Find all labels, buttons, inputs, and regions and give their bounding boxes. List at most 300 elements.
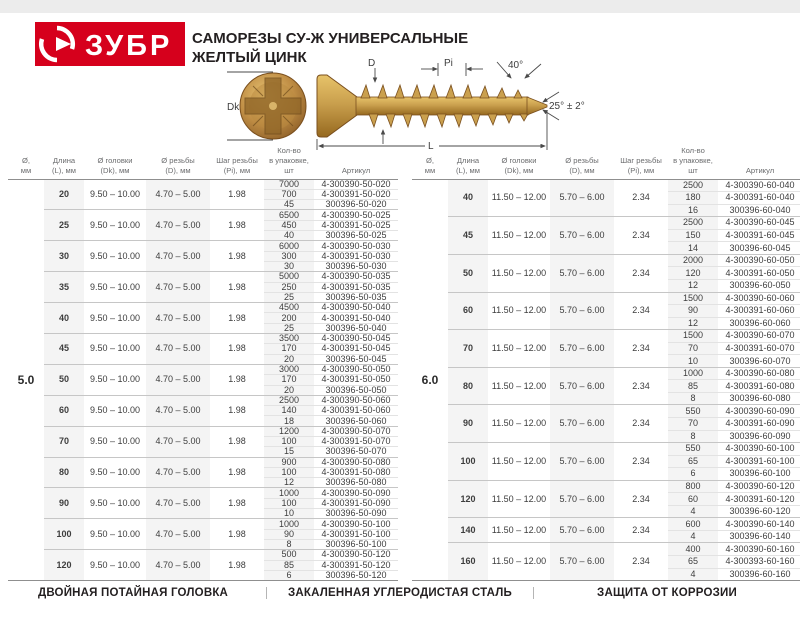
pack-qty-cell: 10 (264, 509, 314, 519)
pack-qty-cell: 12 (264, 478, 314, 488)
table-header-row (8, 146, 398, 179)
thread-diameter-cell: 5.70 – 6.00 (550, 543, 614, 581)
pack-qty-cell: 1000 (668, 367, 718, 380)
pack-qty-cell: 500 (264, 550, 314, 560)
thread-diameter-cell: 5.70 – 6.00 (550, 254, 614, 292)
pack-qty-cell: 60 (668, 493, 718, 506)
length-cell: 20 (44, 179, 84, 210)
brand-logo (35, 22, 185, 66)
head-diameter-cell: 11.50 – 12.00 (488, 292, 550, 330)
column-header: Кол-во в упаковке, шт (264, 146, 314, 179)
article-cell: 300396-50-040 (314, 323, 398, 333)
pack-qty-cell: 20 (264, 385, 314, 395)
article-cell: 4-300390-50-020 (314, 179, 398, 189)
table-row (412, 405, 800, 418)
article-cell: 4-300391-50-120 (314, 560, 398, 570)
article-cell: 4-300390-60-100 (718, 443, 800, 456)
article-cell: 300396-50-080 (314, 478, 398, 488)
pack-qty-cell: 7000 (264, 179, 314, 189)
thread-pitch-cell: 1.98 (210, 426, 264, 457)
head-diameter-cell: 9.50 – 10.00 (84, 395, 146, 426)
pack-qty-cell: 450 (264, 220, 314, 230)
thread-pitch-cell: 1.98 (210, 334, 264, 365)
thread-pitch-cell: 1.98 (210, 519, 264, 550)
pack-qty-cell: 8 (264, 539, 314, 549)
pack-qty-cell: 200 (264, 313, 314, 323)
article-cell: 4-300390-60-090 (718, 405, 800, 418)
article-cell: 300396-60-040 (718, 204, 800, 217)
pack-qty-cell: 70 (668, 342, 718, 355)
pack-qty-cell: 100 (264, 437, 314, 447)
pack-qty-cell: 25 (264, 323, 314, 333)
thread-pitch-cell: 2.34 (614, 543, 668, 581)
pack-qty-cell: 4 (668, 530, 718, 543)
pack-qty-cell: 8 (668, 430, 718, 443)
head-diameter-cell: 11.50 – 12.00 (488, 367, 550, 405)
article-cell: 4-300391-50-045 (314, 344, 398, 354)
head-diameter-cell: 9.50 – 10.00 (84, 241, 146, 272)
thread-diameter-cell: 4.70 – 5.00 (146, 303, 210, 334)
article-cell: 4-300391-60-040 (718, 192, 800, 205)
head-diameter-cell: 11.50 – 12.00 (488, 543, 550, 581)
spec-table-6mm (412, 146, 800, 581)
article-cell: 4-300390-60-040 (718, 179, 800, 192)
pack-qty-cell: 85 (668, 380, 718, 393)
pack-qty-cell: 6000 (264, 241, 314, 251)
article-cell: 300396-60-070 (718, 355, 800, 368)
thread-diameter-cell: 4.70 – 5.00 (146, 210, 210, 241)
pack-qty-cell: 2500 (668, 179, 718, 192)
d-dimension-label: D (368, 58, 376, 69)
thread-diameter-cell: 5.70 – 6.00 (550, 480, 614, 518)
pack-qty-cell: 800 (668, 480, 718, 493)
article-cell: 4-300391-50-100 (314, 529, 398, 539)
pack-qty-cell: 30 (264, 261, 314, 271)
column-header: Ø головки (Dk), мм (488, 146, 550, 179)
head-diameter-cell: 11.50 – 12.00 (488, 443, 550, 481)
pack-qty-cell: 1500 (668, 330, 718, 343)
thread-pitch-cell: 2.34 (614, 330, 668, 368)
pack-qty-cell: 550 (668, 443, 718, 456)
thread-diameter-cell: 5.70 – 6.00 (550, 217, 614, 255)
angle40-label: 40° (508, 60, 524, 71)
article-cell: 300396-60-100 (718, 468, 800, 481)
pack-qty-cell: 250 (264, 282, 314, 292)
article-cell: 4-300390-50-060 (314, 395, 398, 405)
thread-diameter-cell: 4.70 – 5.00 (146, 241, 210, 272)
head-diameter-cell: 9.50 – 10.00 (84, 519, 146, 550)
head-diameter-cell: 9.50 – 10.00 (84, 550, 146, 581)
head-diameter-cell: 11.50 – 12.00 (488, 518, 550, 543)
head-diameter-cell: 11.50 – 12.00 (488, 480, 550, 518)
page-title-line1: САМОРЕЗЫ СУ-Ж УНИВЕРСАЛЬНЫЕ (192, 30, 469, 47)
head-diameter-cell: 11.50 – 12.00 (488, 405, 550, 443)
thread-pitch-cell: 1.98 (210, 395, 264, 426)
table-row (8, 488, 398, 498)
pack-qty-cell: 8 (668, 392, 718, 405)
article-cell: 4-300390-50-025 (314, 210, 398, 220)
head-diameter-cell: 9.50 – 10.00 (84, 272, 146, 303)
length-cell: 60 (44, 395, 84, 426)
length-cell: 80 (448, 367, 488, 405)
thread-pitch-cell: 1.98 (210, 364, 264, 395)
pack-qty-cell: 170 (264, 344, 314, 354)
pack-qty-cell: 40 (264, 231, 314, 241)
thread-pitch-cell: 1.98 (210, 272, 264, 303)
pack-qty-cell: 12 (668, 317, 718, 330)
article-cell: 4-300390-60-050 (718, 254, 800, 267)
pack-qty-cell: 5000 (264, 272, 314, 282)
article-cell: 300396-50-030 (314, 261, 398, 271)
article-cell: 4-300390-60-120 (718, 480, 800, 493)
head-diameter-cell: 9.50 – 10.00 (84, 488, 146, 519)
screw-side-view (317, 58, 585, 152)
pack-qty-cell: 4 (668, 505, 718, 518)
thread-pitch-cell: 2.34 (614, 480, 668, 518)
diameter-value: 6.0 (412, 179, 448, 581)
length-cell: 50 (44, 364, 84, 395)
pack-qty-cell: 180 (668, 192, 718, 205)
column-header: Ø головки (Dk), мм (84, 146, 146, 179)
pack-qty-cell: 90 (668, 305, 718, 318)
pack-qty-cell: 14 (668, 242, 718, 255)
pack-qty-cell: 65 (668, 555, 718, 568)
article-cell: 4-300391-60-045 (718, 229, 800, 242)
thread-pitch-cell: 2.34 (614, 217, 668, 255)
length-cell: 120 (448, 480, 488, 518)
article-cell: 300396-50-025 (314, 231, 398, 241)
pack-qty-cell: 300 (264, 251, 314, 261)
table-row (8, 272, 398, 282)
pack-qty-cell: 4 (668, 568, 718, 581)
thread-pitch-cell: 1.98 (210, 303, 264, 334)
thread-diameter-cell: 4.70 – 5.00 (146, 395, 210, 426)
article-cell: 4-300390-50-050 (314, 364, 398, 374)
thread-diameter-cell: 4.70 – 5.00 (146, 426, 210, 457)
pack-qty-cell: 18 (264, 416, 314, 426)
column-header: Артикул (718, 146, 800, 179)
pack-qty-cell: 10 (668, 355, 718, 368)
pack-qty-cell: 16 (668, 204, 718, 217)
pack-qty-cell: 6 (264, 570, 314, 580)
article-cell: 300396-50-050 (314, 385, 398, 395)
article-cell: 4-300390-60-070 (718, 330, 800, 343)
article-cell: 4-300391-50-040 (314, 313, 398, 323)
article-cell: 300396-50-060 (314, 416, 398, 426)
head-diameter-cell: 9.50 – 10.00 (84, 426, 146, 457)
column-header: Ø, мм (412, 146, 448, 179)
pack-qty-cell: 120 (668, 267, 718, 280)
head-diameter-cell: 11.50 – 12.00 (488, 179, 550, 217)
length-cell: 50 (448, 254, 488, 292)
article-cell: 300396-50-020 (314, 200, 398, 210)
article-cell: 4-300390-60-160 (718, 543, 800, 556)
column-header: Ø резьбы (D), мм (146, 146, 210, 179)
article-cell: 4-300390-50-100 (314, 519, 398, 529)
pack-qty-cell: 150 (668, 229, 718, 242)
screw-head-top-view (227, 72, 306, 140)
pack-qty-cell: 550 (668, 405, 718, 418)
head-diameter-cell: 9.50 – 10.00 (84, 364, 146, 395)
table-row (8, 179, 398, 189)
table-row (8, 210, 398, 220)
thread-pitch-cell: 1.98 (210, 210, 264, 241)
pack-qty-cell: 15 (264, 447, 314, 457)
article-cell: 4-300390-60-080 (718, 367, 800, 380)
head-diameter-cell: 9.50 – 10.00 (84, 303, 146, 334)
spec-tables (8, 146, 800, 581)
table-row (412, 518, 800, 531)
feature-footer (0, 580, 800, 606)
article-cell: 4-300390-50-080 (314, 457, 398, 467)
article-cell: 4-300391-50-070 (314, 437, 398, 447)
table-row (8, 519, 398, 529)
article-cell: 4-300391-50-035 (314, 282, 398, 292)
pack-qty-cell: 170 (264, 375, 314, 385)
pack-qty-cell: 400 (668, 543, 718, 556)
length-cell: 90 (448, 405, 488, 443)
zubr-logo-icon (35, 22, 185, 66)
thread-diameter-cell: 4.70 – 5.00 (146, 179, 210, 210)
length-cell: 60 (448, 292, 488, 330)
thread-pitch-cell: 2.34 (614, 443, 668, 481)
feature-hardened-carbon-steel: ЗАКАЛЕННАЯ УГЛЕРОДИСТАЯ СТАЛЬ (266, 587, 533, 599)
pack-qty-cell: 140 (264, 406, 314, 416)
length-cell: 40 (44, 303, 84, 334)
l-dimension-label: L (428, 141, 434, 152)
table-row (8, 457, 398, 467)
article-cell: 300396-50-090 (314, 509, 398, 519)
brand-name: ЗУБР (85, 30, 173, 62)
table-row (8, 550, 398, 560)
pack-qty-cell: 3000 (264, 364, 314, 374)
thread-pitch-cell: 2.34 (614, 292, 668, 330)
thread-pitch-cell: 2.34 (614, 179, 668, 217)
pack-qty-cell: 6 (668, 468, 718, 481)
column-header: Длина (L), мм (448, 146, 488, 179)
head-diameter-cell: 11.50 – 12.00 (488, 254, 550, 292)
article-cell: 4-300390-50-040 (314, 303, 398, 313)
table-row (8, 303, 398, 313)
article-cell: 4-300390-50-090 (314, 488, 398, 498)
article-cell: 4-300390-50-120 (314, 550, 398, 560)
table-row (412, 179, 800, 192)
pack-qty-cell: 3500 (264, 334, 314, 344)
table-row (8, 426, 398, 436)
head-diameter-cell: 9.50 – 10.00 (84, 457, 146, 488)
thread-diameter-cell: 5.70 – 6.00 (550, 330, 614, 368)
table-row (412, 543, 800, 556)
article-cell: 300396-50-045 (314, 354, 398, 364)
pack-qty-cell: 700 (264, 189, 314, 199)
table-row (412, 254, 800, 267)
length-cell: 45 (44, 334, 84, 365)
feature-corrosion-protection: ЗАЩИТА ОТ КОРРОЗИИ (533, 587, 800, 599)
page-top-band (0, 0, 800, 13)
head-diameter-cell: 9.50 – 10.00 (84, 210, 146, 241)
column-header: Артикул (314, 146, 398, 179)
table-row (412, 443, 800, 456)
pack-qty-cell: 100 (264, 498, 314, 508)
pack-qty-cell: 12 (668, 279, 718, 292)
table-row (412, 367, 800, 380)
length-cell: 90 (44, 488, 84, 519)
thread-pitch-cell: 1.98 (210, 488, 264, 519)
article-cell: 300396-60-120 (718, 505, 800, 518)
thread-diameter-cell: 5.70 – 6.00 (550, 292, 614, 330)
table-header-row (412, 146, 800, 179)
spec-table-5mm (8, 146, 398, 581)
thread-diameter-cell: 4.70 – 5.00 (146, 519, 210, 550)
length-cell: 100 (44, 519, 84, 550)
article-cell: 300396-60-050 (718, 279, 800, 292)
article-cell: 4-300391-60-120 (718, 493, 800, 506)
table-row (412, 480, 800, 493)
article-cell: 4-300391-50-060 (314, 406, 398, 416)
pack-qty-cell: 2000 (668, 254, 718, 267)
thread-diameter-cell: 4.70 – 5.00 (146, 457, 210, 488)
head-diameter-cell: 9.50 – 10.00 (84, 334, 146, 365)
thread-diameter-cell: 4.70 – 5.00 (146, 364, 210, 395)
article-cell: 4-300391-60-050 (718, 267, 800, 280)
article-cell: 4-300390-50-035 (314, 272, 398, 282)
pack-qty-cell: 2500 (264, 395, 314, 405)
article-cell: 4-300390-50-045 (314, 334, 398, 344)
length-cell: 80 (44, 457, 84, 488)
thread-diameter-cell: 4.70 – 5.00 (146, 272, 210, 303)
column-header: Кол-во в упаковке, шт (668, 146, 718, 179)
thread-pitch-cell: 2.34 (614, 518, 668, 543)
table-row (8, 364, 398, 374)
pack-qty-cell: 1200 (264, 426, 314, 436)
length-cell: 160 (448, 543, 488, 581)
thread-pitch-cell: 1.98 (210, 457, 264, 488)
article-cell: 4-300390-50-070 (314, 426, 398, 436)
length-cell: 70 (44, 426, 84, 457)
article-cell: 4-300391-50-025 (314, 220, 398, 230)
pack-qty-cell: 70 (668, 417, 718, 430)
article-cell: 4-300393-60-160 (718, 555, 800, 568)
feature-double-countersunk-head: ДВОЙНАЯ ПОТАЙНАЯ ГОЛОВКА (37, 587, 229, 599)
table-row (8, 395, 398, 405)
pack-qty-cell: 6500 (264, 210, 314, 220)
article-cell: 300396-60-140 (718, 530, 800, 543)
length-cell: 25 (44, 210, 84, 241)
article-cell: 4-300390-60-060 (718, 292, 800, 305)
article-cell: 4-300391-60-090 (718, 417, 800, 430)
pack-qty-cell: 1000 (264, 519, 314, 529)
table-row (412, 217, 800, 230)
pack-qty-cell: 600 (668, 518, 718, 531)
thread-pitch-cell: 2.34 (614, 405, 668, 443)
pack-qty-cell: 900 (264, 457, 314, 467)
length-cell: 120 (44, 550, 84, 581)
column-header: Ø резьбы (D), мм (550, 146, 614, 179)
article-cell: 300396-60-080 (718, 392, 800, 405)
page-title-line2: ЖЕЛТЫЙ ЦИНК (192, 49, 307, 66)
pack-qty-cell: 1500 (668, 292, 718, 305)
thread-pitch-cell: 1.98 (210, 241, 264, 272)
thread-diameter-cell: 4.70 – 5.00 (146, 488, 210, 519)
table-row (8, 334, 398, 344)
length-cell: 140 (448, 518, 488, 543)
article-cell: 4-300391-50-050 (314, 375, 398, 385)
article-cell: 4-300391-60-070 (718, 342, 800, 355)
pack-qty-cell: 20 (264, 354, 314, 364)
thread-diameter-cell: 4.70 – 5.00 (146, 334, 210, 365)
article-cell: 4-300391-50-080 (314, 467, 398, 477)
article-cell: 4-300390-60-045 (718, 217, 800, 230)
length-cell: 30 (44, 241, 84, 272)
angle25-label: 25° ± 2° (549, 101, 585, 112)
thread-diameter-cell: 5.70 – 6.00 (550, 443, 614, 481)
table-row (412, 292, 800, 305)
screw-technical-drawing (225, 56, 590, 153)
thread-pitch-cell: 2.34 (614, 254, 668, 292)
thread-diameter-cell: 5.70 – 6.00 (550, 518, 614, 543)
length-cell: 40 (448, 179, 488, 217)
diameter-value: 5.0 (8, 179, 44, 581)
article-cell: 4-300391-60-100 (718, 455, 800, 468)
head-diameter-cell: 11.50 – 12.00 (488, 217, 550, 255)
column-header: Длина (L), мм (44, 146, 84, 179)
head-diameter-cell: 9.50 – 10.00 (84, 179, 146, 210)
article-cell: 300396-50-100 (314, 539, 398, 549)
thread-diameter-cell: 5.70 – 6.00 (550, 367, 614, 405)
thread-pitch-cell: 2.34 (614, 367, 668, 405)
thread-diameter-cell: 5.70 – 6.00 (550, 179, 614, 217)
article-cell: 300396-60-090 (718, 430, 800, 443)
article-cell: 300396-50-035 (314, 292, 398, 302)
thread-pitch-cell: 1.98 (210, 179, 264, 210)
table-row (8, 241, 398, 251)
table-row (412, 330, 800, 343)
article-cell: 4-300391-50-020 (314, 189, 398, 199)
length-cell: 45 (448, 217, 488, 255)
pack-qty-cell: 2500 (668, 217, 718, 230)
article-cell: 300396-60-060 (718, 317, 800, 330)
pack-qty-cell: 1000 (264, 488, 314, 498)
pi-dimension-label: Pi (444, 58, 453, 69)
thread-pitch-cell: 1.98 (210, 550, 264, 581)
article-cell: 4-300391-50-030 (314, 251, 398, 261)
article-cell: 4-300390-60-140 (718, 518, 800, 531)
article-cell: 300396-60-045 (718, 242, 800, 255)
article-cell: 300396-50-120 (314, 570, 398, 580)
pack-qty-cell: 90 (264, 529, 314, 539)
pack-qty-cell: 100 (264, 467, 314, 477)
article-cell: 300396-50-070 (314, 447, 398, 457)
pack-qty-cell: 4500 (264, 303, 314, 313)
thread-diameter-cell: 4.70 – 5.00 (146, 550, 210, 581)
article-cell: 4-300391-60-080 (718, 380, 800, 393)
column-header: Ø, мм (8, 146, 44, 179)
pack-qty-cell: 85 (264, 560, 314, 570)
article-cell: 300396-60-160 (718, 568, 800, 581)
length-cell: 70 (448, 330, 488, 368)
thread-diameter-cell: 5.70 – 6.00 (550, 405, 614, 443)
column-header: Шаг резьбы (Pi), мм (210, 146, 264, 179)
column-header: Шаг резьбы (Pi), мм (614, 146, 668, 179)
dk-dimension-label: Dk (227, 102, 240, 113)
article-cell: 4-300391-60-060 (718, 305, 800, 318)
article-cell: 4-300390-50-030 (314, 241, 398, 251)
article-cell: 4-300391-50-090 (314, 498, 398, 508)
pack-qty-cell: 65 (668, 455, 718, 468)
length-cell: 100 (448, 443, 488, 481)
pack-qty-cell: 25 (264, 292, 314, 302)
pack-qty-cell: 45 (264, 200, 314, 210)
